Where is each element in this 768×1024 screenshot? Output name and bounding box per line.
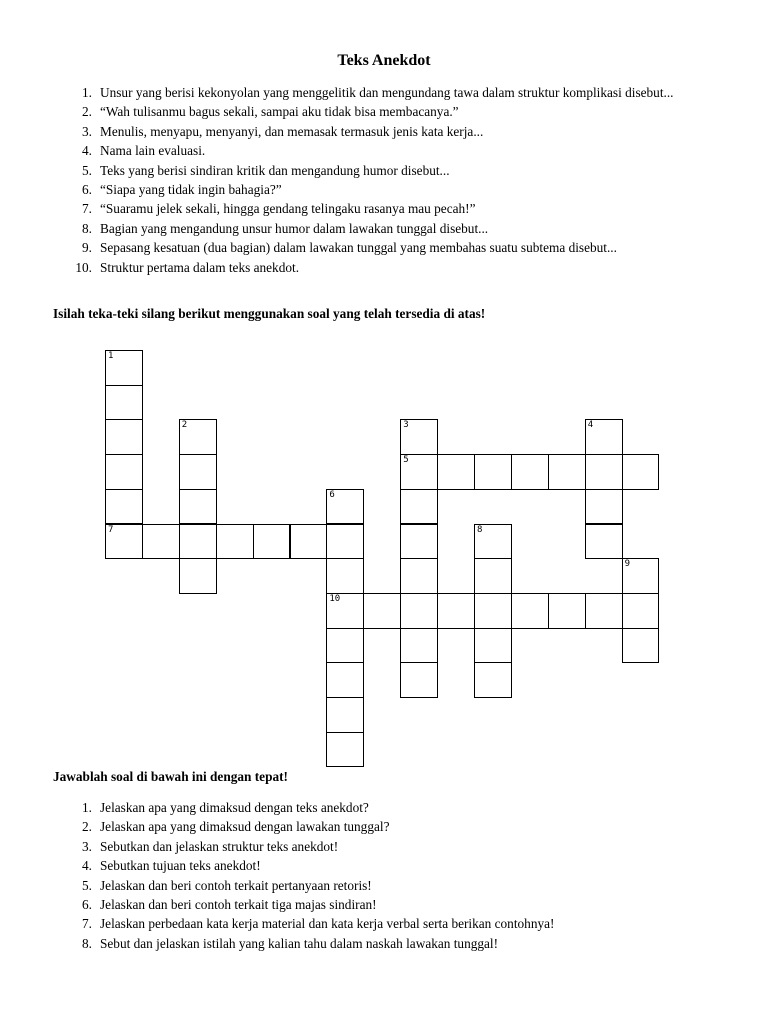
question-number: 1. (82, 800, 92, 815)
crossword-cell[interactable] (511, 454, 549, 490)
crossword-cell[interactable] (363, 593, 401, 629)
question-item (70, 914, 720, 933)
crossword-cell[interactable] (326, 524, 364, 560)
clue-number: 10. (75, 259, 92, 275)
crossword-cell[interactable] (142, 524, 180, 560)
crossword-cell[interactable] (105, 385, 143, 421)
clue-number: 7. (82, 201, 92, 217)
crossword-cell[interactable] (326, 732, 364, 768)
question-item (70, 876, 720, 895)
question-list (70, 798, 720, 953)
crossword-cell[interactable] (474, 662, 512, 698)
clue-number: 8. (82, 220, 92, 236)
question-number: 8. (82, 935, 92, 951)
crossword-cell[interactable] (622, 593, 660, 629)
crossword-cell[interactable] (326, 697, 364, 733)
question-number: 5. (82, 877, 92, 893)
crossword-cell[interactable] (400, 593, 438, 629)
crossword-clue-number: 1 (108, 351, 114, 361)
crossword-clue-number: 3 (403, 420, 409, 431)
clue-text: “Siapa yang tidak ingin bahagia?” (100, 182, 282, 198)
question-number: 4. (82, 858, 92, 874)
clue-text: Unsur yang berisi kekonyolan yang menggelitik dan mengundang tawa dalam struktur komplikasi disebut... (100, 85, 674, 100)
clue-number: 2. (82, 104, 92, 120)
crossword-cell[interactable] (179, 524, 217, 560)
question-text: Jelaskan apa yang dimaksud dengan lawakan tunggal? (100, 819, 390, 835)
crossword-cell[interactable] (585, 489, 623, 525)
clue-text: Struktur pertama dalam teks anekdot. (100, 259, 300, 275)
question-item (70, 895, 720, 914)
page-title: Teks Anekdot (337, 52, 431, 69)
question-text: Sebutkan dan jelaskan struktur teks anekdot! (100, 838, 339, 854)
question-number: 6. (82, 897, 92, 913)
crossword-cell[interactable] (511, 593, 549, 629)
crossword-cell[interactable] (474, 558, 512, 594)
crossword-cell[interactable] (400, 558, 438, 594)
crossword-cell[interactable] (548, 593, 586, 629)
crossword-cell[interactable] (585, 524, 623, 560)
crossword-cell[interactable] (179, 454, 217, 490)
question-text: Jelaskan dan beri contoh terkait tiga majas sindiran! (100, 897, 377, 913)
crossword-clue-number: 5 (403, 455, 409, 466)
crossword-clue-number: 4 (587, 420, 594, 431)
crossword-clue-number: 8 (477, 524, 483, 535)
crossword-clue-number: 10 (329, 593, 341, 604)
crossword-cell[interactable] (216, 524, 254, 560)
clue-number: 3. (82, 123, 92, 139)
crossword-cell[interactable] (474, 593, 512, 629)
question-text: Sebut dan jelaskan istilah yang kalian tahu dalam naskah lawakan tunggal! (100, 935, 499, 951)
crossword-cell[interactable] (253, 524, 291, 560)
crossword-cell[interactable] (548, 454, 586, 490)
clue-number: 9. (82, 240, 92, 256)
clue-number: 5. (82, 162, 92, 178)
crossword-cell[interactable] (474, 628, 512, 664)
clue-text: Nama lain evaluasi. (100, 143, 206, 159)
question-text: Jelaskan dan beri contoh terkait pertanyaan retoris! (100, 877, 372, 893)
clue-number: 4. (82, 143, 92, 159)
clue-number: 6. (82, 182, 92, 198)
crossword-cell[interactable] (622, 454, 660, 490)
clue-text: “Wah tulisanmu bagus sekali, sampai aku tidak bisa membacanya.” (100, 104, 459, 120)
question-item (70, 837, 720, 856)
question-text: Sebutkan tujuan teks anekdot! (100, 858, 261, 874)
crossword-cell[interactable] (179, 558, 217, 594)
question-item (70, 934, 720, 953)
crossword-cell[interactable] (290, 524, 328, 560)
clue-text: Bagian yang mengandung unsur humor dalam lawakan tunggal disebut... (100, 220, 489, 236)
question-item (70, 817, 720, 836)
crossword-clue-number: 7 (108, 524, 114, 535)
crossword-cell[interactable] (474, 454, 512, 490)
crossword-clue-number: 2 (181, 420, 188, 431)
question-item (70, 856, 720, 875)
clue-text: Teks yang berisi sindiran kritik dan mengandung humor disebut... (100, 162, 450, 178)
question-number: 7. (82, 916, 92, 932)
crossword-cell[interactable] (105, 489, 143, 525)
crossword-cell[interactable] (585, 454, 623, 490)
crossword-cell[interactable] (326, 628, 364, 664)
question-item (70, 798, 720, 817)
crossword-cell[interactable] (326, 662, 364, 698)
crossword-clue-number: 9 (624, 559, 631, 570)
crossword-cell[interactable] (400, 662, 438, 698)
question-text: Jelaskan perbedaan kata kerja material dan kata kerja verbal serta berikan contohnya! (100, 916, 555, 932)
crossword-cell[interactable] (622, 628, 660, 664)
clue-text: Sepasang kesatuan (dua bagian) dalam lawakan tunggal yang membahas suatu subtema disebut... (100, 240, 617, 256)
crossword-cell[interactable] (400, 524, 438, 560)
questions-instruction: Jawablah soal di bawah ini dengan tepat! (53, 769, 288, 784)
crossword-cell[interactable] (105, 454, 143, 490)
question-text: Jelaskan apa yang dimaksud dengan teks anekdot? (100, 800, 369, 815)
crossword-cell[interactable] (326, 558, 364, 594)
crossword-instruction: Isilah teka-teki silang berikut menggunakan soal yang telah tersedia di atas! (53, 306, 486, 321)
crossword-cell[interactable] (400, 489, 438, 525)
question-number: 3. (82, 838, 92, 854)
clue-text: Menulis, menyapu, menyanyi, dan memasak termasuk jenis kata kerja... (100, 123, 484, 139)
clue-number: 1. (82, 85, 92, 100)
crossword-cell[interactable] (437, 454, 475, 490)
crossword-cell[interactable] (400, 628, 438, 664)
crossword-cell[interactable] (437, 593, 475, 629)
crossword-cell[interactable] (585, 593, 623, 629)
clue-text: “Suaramu jelek sekali, hingga gendang telingaku rasanya mau pecah!” (100, 201, 476, 217)
crossword-clue-number: 6 (329, 489, 335, 500)
crossword-cell[interactable] (105, 419, 143, 455)
crossword-cell[interactable] (179, 489, 217, 525)
question-number: 2. (82, 819, 92, 835)
